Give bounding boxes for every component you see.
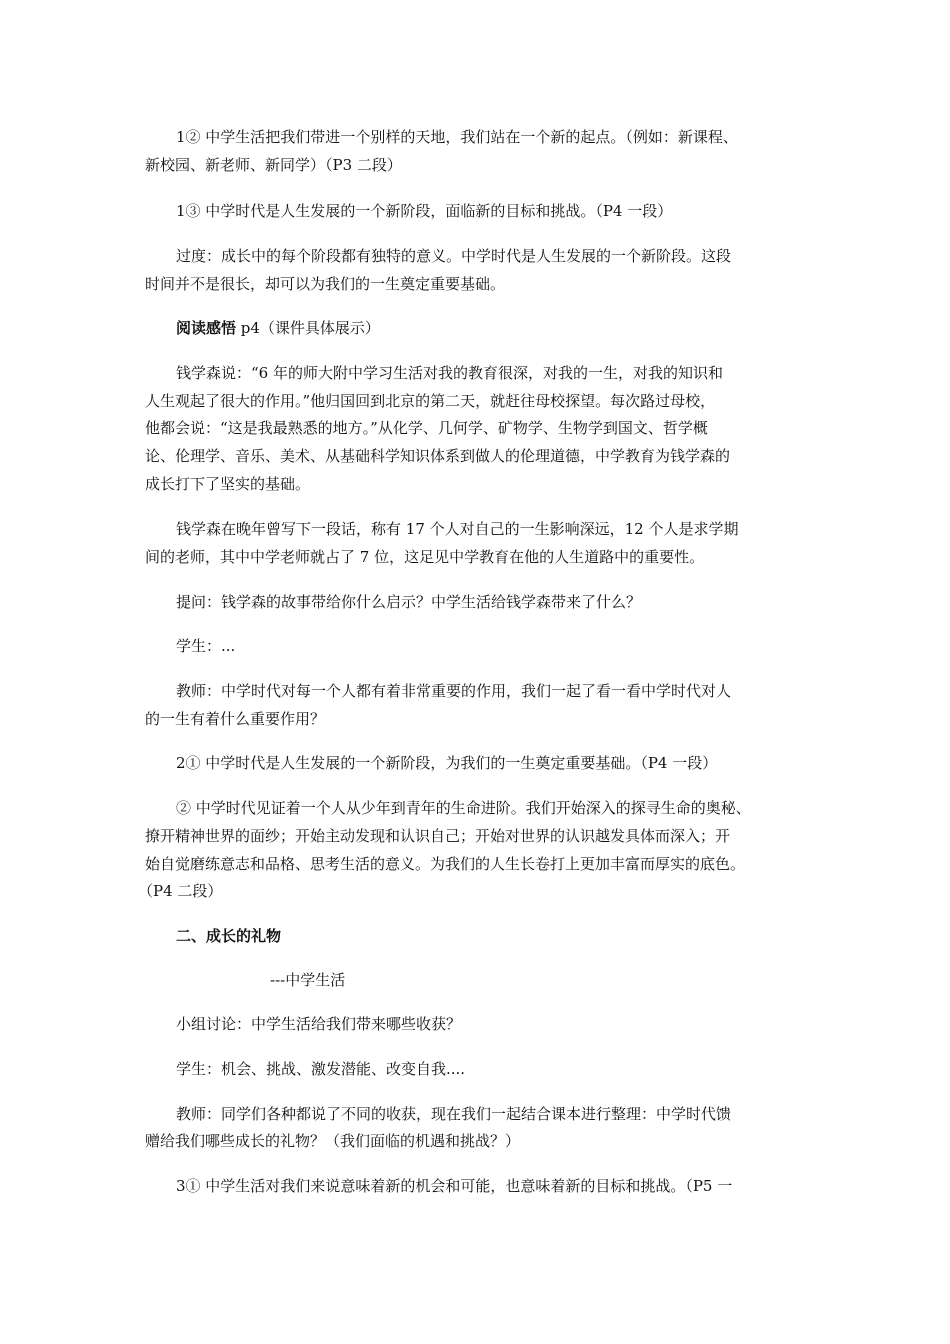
paragraph-4-line-1: 钱学森说：“6 年的师大附中学习生活对我的教育很深，对我的一生，对我的知识和 [176, 364, 723, 382]
paragraph-10-line-3: 始自觉磨练意志和品格、思考生活的意义。为我们的人生长卷打上更加丰富而厚实的底色。 [145, 855, 746, 873]
paragraph-12: 学生：机会、挑战、激发潜能、改变自我.... [176, 1060, 466, 1078]
paragraph-3-line-2: 时间并不是很长，却可以为我们的一生奠定重要基础。 [145, 275, 506, 293]
paragraph-4-line-2: 人生观起了很大的作用。”他归国回到北京的第二天，就赶往母校探望。每次路过母校， [145, 392, 716, 410]
reading-heading [176, 314, 380, 342]
paragraph-11: 小组讨论：中学生活给我们带来哪些收获？ [176, 1015, 462, 1033]
paragraph-14: 3① 中学生活对我们来说意味着新的机会和可能，也意味着新的目标和挑战。（P5 一 [176, 1177, 733, 1195]
paragraph-10-line-2: 撩开精神世界的面纱；开始主动发现和认识自己；开始对世界的认识越发具体而深入；开 [145, 827, 731, 845]
paragraph-10-line-4: （P4 二段） [138, 882, 223, 900]
paragraph-6: 提问：钱学森的故事带给你什么启示？中学生活给钱学森带来了什么？ [176, 593, 642, 611]
paragraph-10-line-1: ② 中学时代见证着一个人从少年到青年的生命进阶。我们开始深入的探寻生命的奥秘、 [176, 799, 751, 817]
paragraph-7: 学生：... [176, 637, 236, 655]
paragraph-1-line-1: 1② 中学生活把我们带进一个别样的天地，我们站在一个新的起点。（例如：新课程、 [176, 128, 738, 146]
paragraph-8-line-1: 教师：中学时代对每一个人都有着非常重要的作用，我们一起了看一看中学时代对人 [176, 682, 732, 700]
paragraph-5-line-2: 间的老师，其中中学老师就占了 7 位，这足见中学教育在他的人生道路中的重要性。 [145, 548, 705, 566]
reading-heading-rest: p4（课件具体展示） [236, 319, 380, 337]
paragraph-4-line-3: 他都会说：“这是我最熟悉的地方。”从化学、几何学、矿物学、生物学到国文、哲学概 [145, 419, 708, 437]
reading-heading-bold: 阅读感悟 [176, 319, 237, 337]
paragraph-8-line-2: 的一生有着什么重要作用？ [145, 710, 326, 728]
paragraph-9: 2① 中学时代是人生发展的一个新阶段，为我们的一生奠定重要基础。（P4 一段） [176, 754, 718, 772]
paragraph-13-line-1: 教师：同学们各种都说了不同的收获，现在我们一起结合课本进行整理：中学时代馈 [176, 1105, 732, 1123]
paragraph-5-line-1: 钱学森在晚年曾写下一段话，称有 17 个人对自己的一生影响深远，12 个人是求学期 [176, 520, 739, 538]
section-2-heading: 二、成长的礼物 [176, 927, 282, 945]
section-2-subtitle: ---中学生活 [270, 971, 346, 989]
paragraph-2: 1③ 中学时代是人生发展的一个新阶段，面临新的目标和挑战。（P4 一段） [176, 202, 673, 220]
paragraph-4-line-5: 成长打下了坚实的基础。 [145, 475, 311, 493]
paragraph-13-line-2: 赠给我们哪些成长的礼物？（我们面临的机遇和挑战？） [145, 1132, 521, 1150]
paragraph-3-line-1: 过度：成长中的每个阶段都有独特的意义。中学时代是人生发展的一个新阶段。这段 [176, 247, 732, 265]
paragraph-4-line-4: 论、伦理学、音乐、美术、从基础科学知识体系到做人的伦理道德，中学教育为钱学森的 [145, 447, 731, 465]
paragraph-1-line-2: 新校园、新老师、新同学）（P3 二段） [145, 156, 402, 174]
